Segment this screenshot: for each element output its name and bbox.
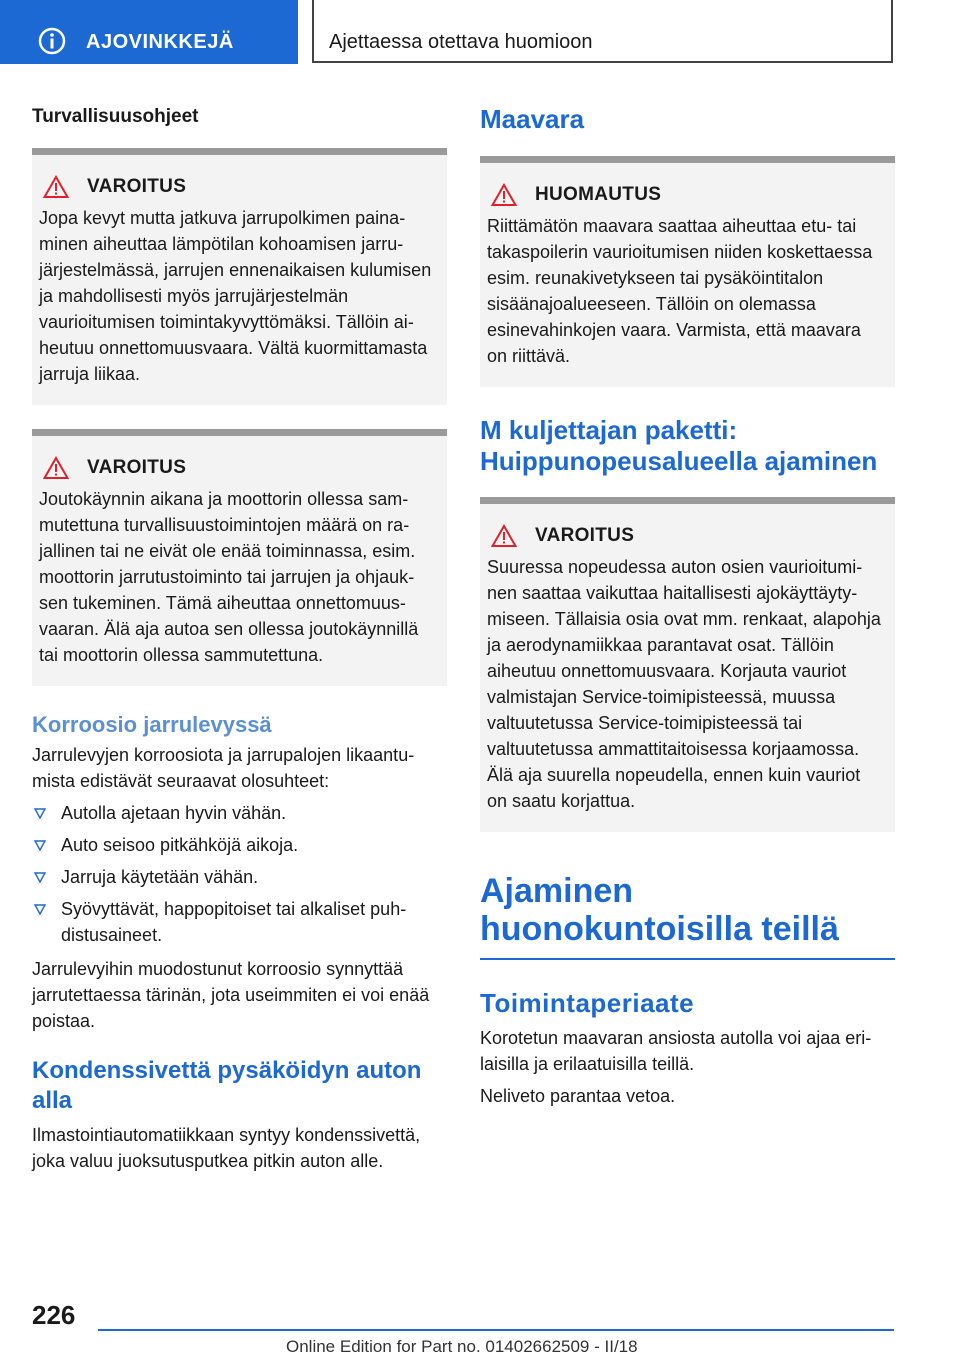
left-column bbox=[32, 100, 447, 1180]
list-item: Jarruja käytetään vähän. bbox=[32, 864, 447, 890]
corrosion-list bbox=[32, 800, 447, 948]
corrosion-heading: Korroosio jarrulevyssä bbox=[32, 712, 272, 737]
triangle-bullet-icon bbox=[34, 808, 46, 820]
notice-box-clearance bbox=[480, 156, 895, 387]
notice-text: Riittämätön maavara saattaa aiheuttaa etu- tai takaspoilerin vaurioitumisen niiden koskettaessa esim. reunakivetykseen tai pysäköintitalon sisäänajoalueeseen. Tällöin on olemassa esinevahinkojen vaara. Varmista, että maavara on riittävä. bbox=[487, 216, 873, 366]
rough-roads-heading: Ajaminen huonokuntoisilla teillä bbox=[480, 872, 895, 960]
list-item: Syövyttävät, happopitoiset tai alkaliset puhdistusaineet. bbox=[32, 896, 447, 948]
warning-triangle-icon bbox=[491, 524, 517, 548]
warning-triangle-icon bbox=[43, 456, 69, 480]
chapter-title: AJOVINKKEJÄ bbox=[86, 31, 234, 53]
warning-text: Jopa kevyt mutta jatkuva jarrupolkimen painaminen aiheuttaa lämpötilan kohoamisen jarrujärjestelmässä, jarrujen ennenaikaisen kulumisen ja mahdollisesti myös jarrujärjestelmän vaurioitumisen toimintakyvyttömäksi. Tällöin aiheutuu onnettomuusvaara. Vältä kuormittamasta jarruja liikaa. bbox=[39, 208, 432, 384]
footer-edition: Online Edition for Part no. 01402662509 - II/18 bbox=[286, 1337, 638, 1356]
warning-triangle-icon bbox=[43, 175, 69, 199]
triangle-bullet-icon bbox=[34, 872, 46, 884]
triangle-bullet-icon bbox=[34, 840, 46, 852]
warning-text: Suuressa nopeudessa auton osien vaurioituminen saattaa vaikuttaa haitallisesti ajokäyttäytymiseen. Tällaisia osia ovat mm. renkaat, alapohja ja aerodynamiikkaa parantavat osat. Tällöin aiheutuu onnettomuusvaara. Korjauta vauriot valmistajan Service-toimipisteessä, muussa valtuutetussa Service-toimipisteessä tai valtuutetussa ammattitaitoisessa korjaamossa. Älä aja suurella nopeudella, ennen kuin vauriot on saatu korjattua. bbox=[487, 557, 881, 811]
page-number: 226 bbox=[32, 1300, 76, 1330]
warning-box-high-speed bbox=[480, 497, 895, 832]
notice-title: HUOMAUTUS bbox=[535, 184, 662, 205]
info-icon bbox=[38, 27, 66, 55]
principle-heading: Toimintaperiaate bbox=[480, 988, 695, 1018]
warning-title: VAROITUS bbox=[535, 525, 635, 546]
section-title: Ajettaessa otettava huomioon bbox=[329, 31, 593, 53]
mdriver-heading: M kuljettajan paketti: Huippunopeusalueella ajaminen bbox=[480, 415, 878, 476]
warning-title: VAROITUS bbox=[87, 457, 187, 478]
warning-triangle-icon bbox=[491, 183, 517, 207]
right-column bbox=[480, 100, 895, 1115]
triangle-bullet-icon bbox=[34, 904, 46, 916]
corrosion-intro: Jarrulevyjen korroosiota ja jarrupalojen likaantumista edistävät seuraavat olosuhteet: bbox=[32, 745, 415, 791]
condensate-heading: Kondenssivettä pysäköidyn auton alla bbox=[32, 1057, 422, 1114]
warning-title: VAROITUS bbox=[87, 176, 187, 197]
footer-divider bbox=[98, 1329, 894, 1331]
warning-text: Joutokäynnin aikana ja moottorin ollessa sammutettuna turvallisuustoimintojen määrä on rajallinen tai ne eivät ole enää toiminnassa, esim. moottorin jarrutustoiminto tai jarrujen ja ohjauksen tukeminen. Tämä aiheuttaa onnettomuusvaaran. Älä aja autoa sen ollessa joutokäynnillä tai moottorin ollessa sammutettuna. bbox=[39, 489, 419, 665]
warning-box-idle bbox=[32, 429, 447, 686]
corrosion-outro: Jarrulevyihin muodostunut korroosio synnyttää jarrutettaessa tärinän, jota useimmiten ei voi enää poistaa. bbox=[32, 959, 430, 1031]
safety-label: Turvallisuusohjeet bbox=[32, 106, 199, 127]
warning-box-brake-load bbox=[32, 148, 447, 405]
chapter-tab[interactable] bbox=[0, 0, 298, 64]
list-item: Auto seisoo pitkähköjä aikoja. bbox=[32, 832, 447, 858]
principle-text-1: Korotetun maavaran ansiosta autolla voi ajaa erilaisilla ja erilaatuisilla teillä. bbox=[480, 1028, 872, 1074]
principle-text-2: Neliveto parantaa vetoa. bbox=[480, 1086, 676, 1106]
condensate-text: Ilmastointiautomatiikkaan syntyy kondenssivettä, joka valuu juoksutusputkea pitkin auton alle. bbox=[32, 1125, 421, 1171]
clearance-heading: Maavara bbox=[480, 104, 585, 134]
list-item: Autolla ajetaan hyvin vähän. bbox=[32, 800, 447, 826]
